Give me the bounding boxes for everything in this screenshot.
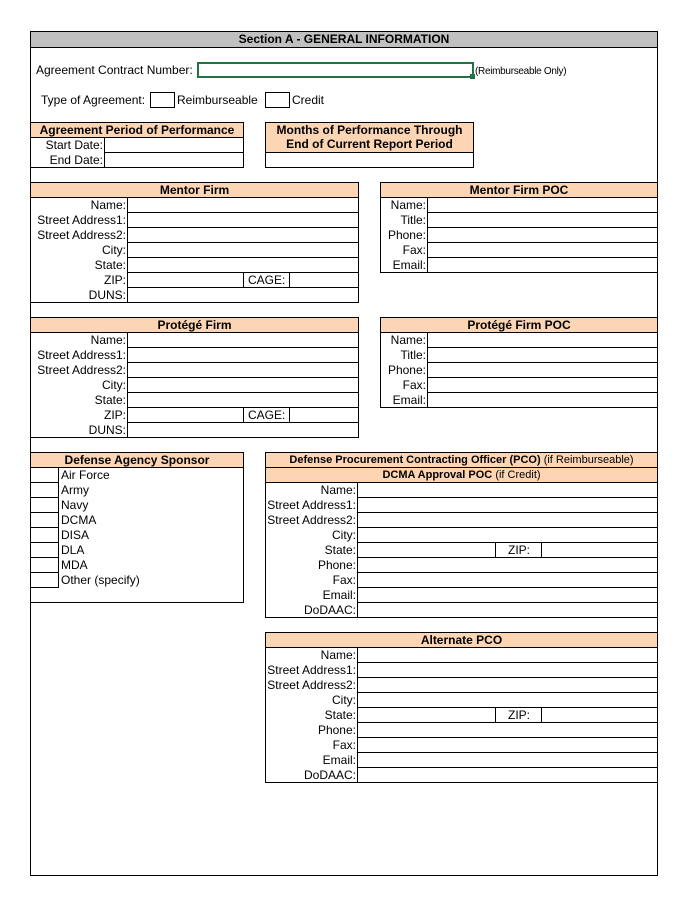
alt-pco-phone-label: Phone: [266,723,358,738]
mentor-city-label: City: [31,243,128,258]
agreement-period-box [30,122,244,168]
pco-email-label: Email: [266,588,358,603]
pco-header [266,453,657,468]
sponsor-navy-checkbox[interactable] [31,498,59,513]
pco-phone-label: Phone: [266,558,358,573]
months-header-line1: Months of Performance Through [276,123,463,137]
sponsor-dcma-label: DCMA [61,513,97,527]
sponsor-box [30,452,244,603]
sponsor-header: Defense Agency Sponsor [31,453,243,468]
protege-poc-phone-input[interactable] [428,363,657,378]
alt-pco-zip-label: ZIP: [496,708,542,722]
mentor-poc-phone-label: Phone: [381,228,428,243]
alt-pco-box [265,632,658,783]
protege-address1-input[interactable] [128,348,358,363]
pco-city-input[interactable] [358,528,657,543]
alt-pco-city-input[interactable] [358,693,657,708]
mentor-name-label: Name: [31,198,128,213]
protege-poc-phone-label: Phone: [381,363,428,378]
protege-address2-label: Street Address2: [31,363,128,378]
pco-email-input[interactable] [358,588,657,603]
contract-number-input[interactable] [197,62,474,78]
end-date-input[interactable] [105,153,243,168]
protege-address1-label: Street Address1: [31,348,128,363]
reimburseable-label: Reimburseable [177,93,258,107]
reimburseable-checkbox[interactable] [150,92,175,108]
sponsor-army-checkbox[interactable] [31,483,59,498]
mentor-zip-label: ZIP: [31,273,128,288]
alt-pco-city-label: City: [266,693,358,708]
alt-pco-state-input[interactable] [358,708,496,722]
protege-duns-label: DUNS: [31,423,128,438]
sponsor-air-force-label: Air Force [61,468,110,482]
alt-pco-address1-input[interactable] [358,663,657,678]
agreement-period-header: Agreement Period of Performance [31,123,243,138]
protege-city-input[interactable] [128,378,358,393]
mentor-poc-fax-label: Fax: [381,243,428,258]
pco-zip-input[interactable] [542,543,657,557]
alt-pco-email-input[interactable] [358,753,657,768]
pco-header-note: (if Reimburseable) [543,454,634,466]
pco-address2-input[interactable] [358,513,657,528]
mentor-poc-header: Mentor Firm POC [381,183,657,198]
pco-header-title: Defense Procurement Contracting Officer (PCO) [289,454,541,466]
alt-pco-dodaac-input[interactable] [358,768,657,783]
credit-checkbox[interactable] [265,92,290,108]
sponsor-dcma-checkbox[interactable] [31,513,59,528]
months-performance-box [265,122,474,168]
sponsor-navy-label: Navy [61,498,89,512]
sponsor-air-force-checkbox[interactable] [31,468,59,483]
protege-poc-fax-label: Fax: [381,378,428,393]
mentor-poc-box [380,182,658,273]
mentor-poc-fax-input[interactable] [428,243,657,258]
pco-state-label: State: [266,543,358,558]
contract-number-label: Agreement Contract Number: [36,63,193,77]
mentor-poc-name-label: Name: [381,198,428,213]
start-date-label: Start Date: [31,138,105,153]
dcma-header-title: DCMA Approval POC [382,469,493,481]
sponsor-mda-label: MDA [61,558,88,572]
mentor-address2-label: Street Address2: [31,228,128,243]
protege-poc-email-input[interactable] [428,393,657,408]
protege-duns-input[interactable] [128,423,358,438]
mentor-cage-label: CAGE: [244,273,290,287]
protege-firm-box [30,317,359,438]
protege-poc-name-input[interactable] [428,333,657,348]
sponsor-dla-label: DLA [61,543,85,557]
mentor-state-label: State: [31,258,128,273]
alt-pco-dodaac-label: DoDAAC: [266,768,358,783]
mentor-zip-input[interactable] [128,273,244,287]
protege-zip-input[interactable] [128,408,244,422]
mentor-name-input[interactable] [128,198,358,213]
protege-poc-email-label: Email: [381,393,428,408]
months-performance-header [266,123,473,153]
pco-zip-label: ZIP: [496,543,542,557]
mentor-poc-email-input[interactable] [428,258,657,273]
sponsor-army-label: Army [61,483,89,497]
alt-pco-phone-input[interactable] [358,723,657,738]
mentor-address1-label: Street Address1: [31,213,128,228]
sponsor-disa-checkbox[interactable] [31,528,59,543]
protege-poc-name-label: Name: [381,333,428,348]
contract-number-note: (Reimburseable Only) [475,66,567,77]
protege-poc-fax-input[interactable] [428,378,657,393]
alt-pco-address2-input[interactable] [358,678,657,693]
protege-state-input[interactable] [128,393,358,408]
alt-pco-name-label: Name: [266,648,358,663]
start-date-input[interactable] [105,138,243,153]
protege-zip-label: ZIP: [31,408,128,423]
pco-box [265,452,658,618]
end-date-label: End Date: [31,153,105,168]
credit-label: Credit [292,93,325,107]
protege-state-label: State: [31,393,128,408]
pco-dodaac-label: DoDAAC: [266,603,358,618]
pco-address1-label: Street Address1: [267,498,356,512]
pco-fax-input[interactable] [358,573,657,588]
mentor-duns-input[interactable] [128,288,358,303]
mentor-city-input[interactable] [128,243,358,258]
mentor-poc-name-input[interactable] [428,198,657,213]
protege-cage-input[interactable] [290,408,358,422]
pco-address1-input[interactable] [358,498,657,513]
mentor-duns-label: DUNS: [31,288,128,303]
months-header-line2: End of Current Report Period [286,137,453,151]
protege-cage-label: CAGE: [244,408,290,422]
mentor-cage-input[interactable] [290,273,358,287]
protege-firm-header: Protégé Firm [31,318,358,333]
dcma-approval-header [266,468,657,483]
protege-poc-header: Protégé Firm POC [381,318,657,333]
sponsor-other-checkbox[interactable] [31,573,59,588]
mentor-address2-input[interactable] [128,228,358,243]
pco-name-label: Name: [266,483,358,498]
mentor-state-input[interactable] [128,258,358,273]
alt-pco-email-label: Email: [266,753,358,768]
sponsor-disa-label: DISA [61,528,90,542]
sponsor-other-label: Other (specify) [61,573,140,587]
protege-name-input[interactable] [128,333,358,348]
protege-address2-input[interactable] [128,363,358,378]
agreement-type-label: Type of Agreement: [41,93,146,107]
protege-poc-title-input[interactable] [428,348,657,363]
pco-name-input[interactable] [358,483,657,498]
pco-city-label: City: [266,528,358,543]
alt-pco-fax-label: Fax: [266,738,358,753]
mentor-firm-box [30,182,359,303]
section-title: Section A - GENERAL INFORMATION [30,31,658,48]
mentor-firm-header: Mentor Firm [31,183,358,198]
protege-city-label: City: [31,378,128,393]
protege-poc-title-label: Title: [381,348,428,363]
pco-phone-input[interactable] [358,558,657,573]
sponsor-mda-checkbox[interactable] [31,558,59,573]
alt-pco-zip-input[interactable] [542,708,657,722]
alt-pco-name-input[interactable] [358,648,657,663]
pco-state-input[interactable] [358,543,496,557]
alt-pco-address1-label: Street Address1: [267,663,356,677]
alt-pco-fax-input[interactable] [358,738,657,753]
mentor-poc-email-label: Email: [381,258,428,273]
protege-name-label: Name: [31,333,128,348]
protege-poc-box [380,317,658,408]
alt-pco-address2-label: Street Address2: [267,678,356,692]
pco-address2-label: Street Address2: [267,513,356,527]
months-performance-input[interactable] [266,153,473,167]
mentor-address1-input[interactable] [128,213,358,228]
pco-dodaac-input[interactable] [358,603,657,618]
mentor-poc-phone-input[interactable] [428,228,657,243]
alt-pco-state-label: State: [266,708,358,723]
mentor-poc-title-label: Title: [381,213,428,228]
sponsor-dla-checkbox[interactable] [31,543,59,558]
pco-fax-label: Fax: [266,573,358,588]
dcma-header-note: (if Credit) [495,469,541,481]
mentor-poc-title-input[interactable] [428,213,657,228]
alt-pco-header: Alternate PCO [266,633,657,648]
